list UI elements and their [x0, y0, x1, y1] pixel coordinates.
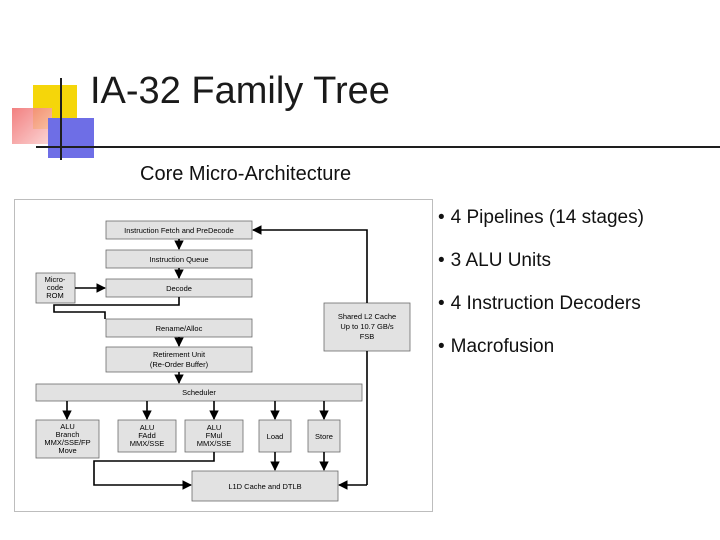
- bullet-text: 3 ALU Units: [450, 250, 551, 271]
- retirement-line-1: Retirement Unit: [152, 350, 206, 359]
- alu3-line-1: ALU: [206, 423, 222, 432]
- block-fetch-label: Instruction Fetch and PreDecode: [124, 226, 234, 235]
- block-store-label: Store: [315, 432, 333, 441]
- block-scheduler: [36, 384, 362, 401]
- block-alu-branch: [36, 420, 99, 458]
- alu1-line-1: ALU: [60, 422, 75, 431]
- bullet-text: Macrofusion: [450, 336, 555, 357]
- alu2-line-1: ALU: [139, 423, 155, 432]
- bullet-dot: •: [438, 336, 445, 357]
- bullet-text: 4 Instruction Decoders: [450, 293, 641, 314]
- block-decode: [106, 279, 252, 297]
- block-l1d-cache: [192, 471, 338, 501]
- block-retirement-unit: [106, 347, 252, 372]
- microcode-line-1: Micro-: [44, 275, 66, 284]
- bullet-dot: •: [438, 250, 445, 271]
- microcode-line-3: ROM: [46, 291, 64, 300]
- block-alu-fmul: [185, 420, 243, 452]
- alu3-line-3: MMX/SSE: [196, 439, 232, 448]
- block-rename-alloc: [106, 319, 252, 337]
- feature-bullet-list: [438, 200, 644, 372]
- bullet-item: [438, 286, 644, 329]
- l2-line-2: Up to 10.7 GB/s: [340, 322, 394, 331]
- block-fetch: [106, 221, 252, 239]
- accent-square-red: [12, 108, 52, 144]
- bullet-item: [438, 200, 644, 243]
- slide-title: IA-32 Family Tree: [90, 70, 390, 112]
- block-load: [259, 420, 291, 452]
- block-decode-label: Decode: [166, 284, 192, 293]
- block-scheduler-label: Scheduler: [182, 388, 216, 397]
- l2-line-1: Shared L2 Cache: [337, 312, 397, 321]
- block-queue: [106, 250, 252, 268]
- block-store: [308, 420, 340, 452]
- bullet-item: [438, 243, 644, 286]
- bullet-dot: •: [438, 207, 445, 228]
- block-rename-label: Rename/Alloc: [155, 324, 203, 333]
- bullet-text: 4 Pipelines (14 stages): [450, 207, 644, 228]
- block-load-label: Load: [266, 432, 284, 441]
- alu2-line-2: FAdd: [138, 431, 156, 440]
- title-underline: [36, 146, 720, 148]
- alu3-line-2: FMul: [205, 431, 223, 440]
- block-l1d-label: L1D Cache and DTLB: [228, 482, 302, 491]
- bullet-dot: •: [438, 293, 445, 314]
- block-queue-label: Instruction Queue: [149, 255, 209, 264]
- slide-subtitle: Core Micro-Architecture: [140, 163, 352, 185]
- core-micro-architecture-diagram: [14, 199, 434, 513]
- bullet-item: [438, 329, 644, 372]
- alu2-line-3: MMX/SSE: [129, 439, 165, 448]
- block-shared-l2-cache: [324, 303, 410, 351]
- retirement-line-2: (Re-Order Buffer): [149, 360, 209, 369]
- alu1-line-4: Move: [58, 446, 77, 455]
- block-microcode-rom: [36, 273, 75, 303]
- alu1-line-3: MMX/SSE/FP: [44, 438, 91, 447]
- alu1-line-2: Branch: [55, 430, 80, 439]
- accent-square-blue: [48, 118, 94, 158]
- block-alu-fadd: [118, 420, 176, 452]
- l2-line-3: FSB: [359, 332, 375, 341]
- microcode-line-2: code: [46, 283, 64, 292]
